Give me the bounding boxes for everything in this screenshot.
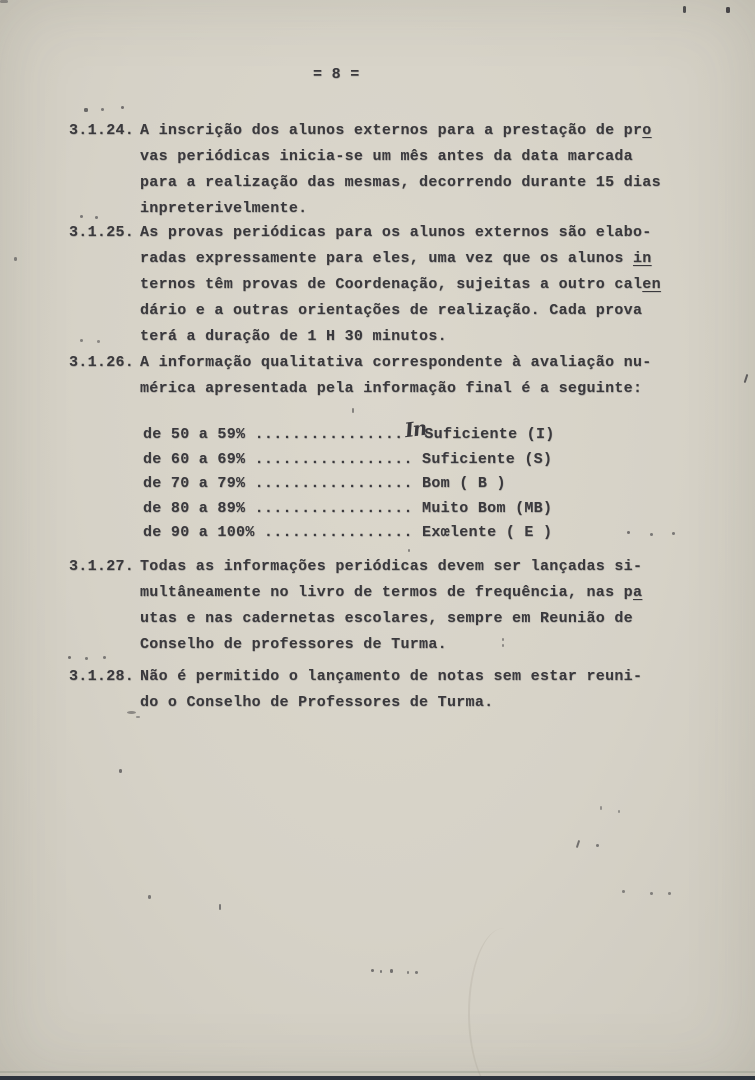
text-line: radas expressamente para eles, uma vez que os alunos in — [140, 249, 652, 267]
scan-speck — [622, 890, 625, 893]
scan-speck — [101, 108, 104, 111]
grade-row: de 80 a 89% ................. Muito Bom (MB) — [143, 499, 553, 517]
grade-scale-table — [143, 415, 555, 546]
scan-speck — [415, 971, 418, 974]
scan-speck — [380, 970, 382, 973]
scan-speck — [0, 0, 8, 3]
text-line: A informação qualitativa correspondente à avaliação nu- — [140, 354, 652, 371]
scan-speck — [408, 549, 410, 552]
paragraph-3-1-28 — [69, 664, 685, 716]
scan-speck — [80, 339, 83, 342]
paragraph-number: 3.1.27. — [69, 558, 135, 575]
scan-speck — [407, 971, 409, 974]
scan-speck — [650, 892, 653, 895]
scan-speck — [744, 374, 749, 383]
grade-row: de 70 a 79% ................. Bom ( B ) — [143, 475, 506, 493]
handwritten-annotation: In — [403, 415, 428, 443]
text-line: vas periódicas inicia-se um mês antes da data marcada — [140, 147, 633, 165]
text-line: terá a duração de 1 H 30 minutos. — [140, 327, 447, 345]
scan-speck — [352, 408, 354, 413]
grade-row: de 60 a 69% ................. Suficiente (S) — [143, 450, 553, 468]
scan-edge-tint — [0, 1071, 755, 1073]
scan-speck — [219, 904, 221, 910]
grade-row: de 50 a 59% ................InSuficiente (I) — [143, 415, 555, 443]
scan-speck — [668, 892, 671, 895]
scan-speck — [683, 6, 686, 13]
scan-speck — [80, 215, 83, 218]
text-line: Não é permitido o lançamento de notas sem estar reuni- — [140, 668, 643, 685]
text-line: mérica apresentada pela informação final é a seguinte: — [140, 379, 643, 397]
paragraph-number: 3.1.24. — [69, 122, 135, 139]
text-line: ternos têm provas de Coordenação, sujeitas a outro calen — [140, 275, 661, 293]
scan-speck — [650, 533, 653, 536]
scan-speck — [148, 895, 151, 899]
paragraph-3-1-24 — [69, 118, 685, 222]
scan-speck — [576, 840, 580, 848]
text-line: multâneamente no livro de termos de frequência, nas pa — [140, 583, 643, 601]
text-line: Conselho de professores de Turma. — [140, 635, 447, 653]
scan-edge-bar — [0, 1076, 755, 1080]
text-line: utas e nas cadernetas escolares, sempre em Reunião de — [140, 609, 633, 627]
text-line: do o Conselho de Professores de Turma. — [140, 693, 494, 711]
scan-speck — [596, 844, 599, 847]
paragraph-number: 3.1.26. — [69, 354, 135, 371]
scan-speck — [119, 769, 122, 773]
text-line: para a realização das mesmas, decorrendo durante 15 dias — [140, 173, 661, 191]
paragraph-lines — [140, 220, 685, 350]
scan-speck — [121, 106, 124, 109]
paragraph-lines — [140, 554, 685, 658]
paragraph-3-1-27 — [69, 554, 685, 658]
text-line: dário e a outras orientações de realização. Cada prova — [140, 301, 643, 319]
scan-speck — [68, 656, 71, 659]
scan-speck — [97, 340, 100, 343]
scan-speck — [371, 969, 374, 972]
paragraph-lines — [140, 118, 685, 222]
scan-speck — [627, 531, 630, 534]
paragraph-3-1-26 — [69, 350, 685, 402]
paragraph-lines — [140, 350, 685, 402]
scan-speck — [502, 644, 504, 647]
scan-speck — [127, 711, 136, 714]
scan-speck — [618, 810, 620, 813]
paragraph-lines — [140, 664, 685, 716]
scan-speck — [726, 7, 730, 13]
scan-speck — [103, 656, 106, 659]
paper-crease — [468, 928, 540, 1080]
scan-speck — [95, 216, 98, 219]
paragraph-number: 3.1.25. — [69, 224, 135, 241]
text-line: inpreterivelmente. — [140, 199, 308, 217]
scan-speck — [84, 108, 88, 112]
page-number: = 8 = — [313, 66, 360, 83]
text-line: A inscrição dos alunos externos para a prestação de pro — [140, 122, 652, 139]
scan-speck — [85, 657, 88, 660]
paragraph-number: 3.1.28. — [69, 668, 135, 685]
scan-speck — [502, 638, 504, 641]
paragraph-3-1-25 — [69, 220, 685, 350]
text-line: As provas periódicas para os alunos externos são elabo- — [140, 224, 652, 241]
scan-speck — [136, 716, 140, 718]
scan-speck — [14, 257, 17, 261]
scan-speck — [390, 969, 393, 973]
scan-speck — [672, 532, 675, 535]
scan-speck — [600, 806, 602, 810]
grade-row: de 90 a 100% ................ Exœlente ( E ) — [143, 524, 553, 542]
text-line: Todas as informações periódicas devem ser lançadas si- — [140, 558, 643, 575]
